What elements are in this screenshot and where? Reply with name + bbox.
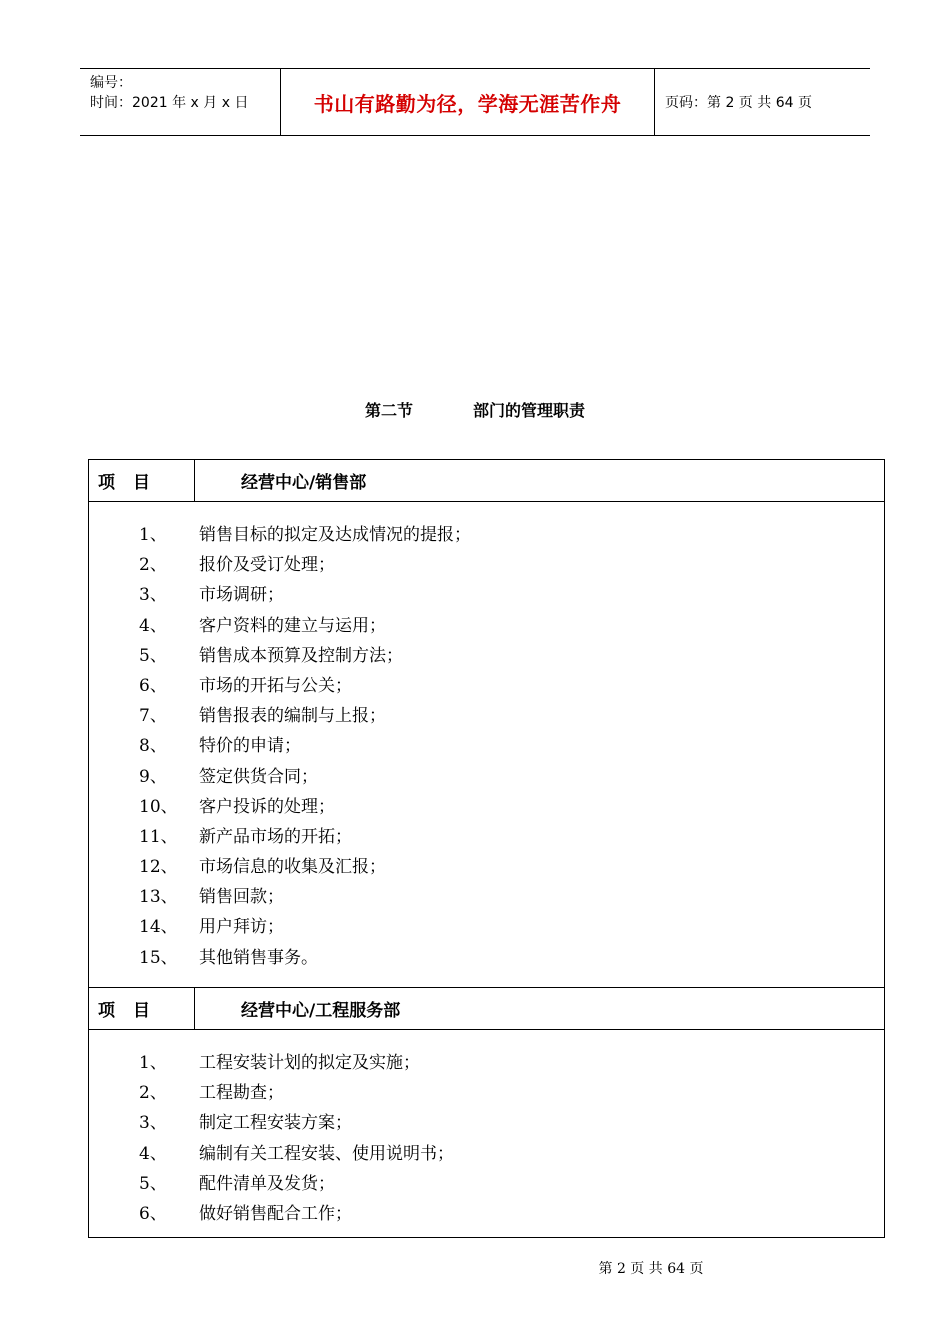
list-item: 3、 市场调研； [139,585,284,606]
item-label-char-1: 项 [98,1001,115,1021]
duties-cell [89,1030,884,1229]
item-label-char-2: 目 [133,473,150,493]
list-item: 5、 配件清单及发货； [139,1173,335,1194]
item-label-char-2: 目 [133,1001,150,1021]
list-item: 4、 客户资料的建立与运用； [139,615,386,636]
list-item: 7、 销售报表的编制与上报； [139,706,386,727]
list-item: 8、 特价的申请； [139,736,301,757]
responsibility-table [88,459,885,1238]
section-number: 第二节 [364,401,413,420]
page-header [80,68,870,136]
duty-list [89,520,884,973]
document-time-label: 时间：2021 年 x 月 x 日 [90,95,249,111]
list-item: 11、 新产品市场的开拓； [139,826,352,847]
item-label-cell [89,988,195,1029]
section-heading: 部门的管理职责 [473,401,586,420]
list-item: 1、 销售目标的拟定及达成情况的提报； [139,525,471,545]
list-item: 4、 编制有关工程安装、使用说明书； [139,1143,454,1164]
list-item: 6、 做好销售配合工作； [139,1203,352,1224]
table-header-row [89,460,884,502]
list-item: 12、 市场信息的收集及汇报； [139,857,386,878]
header-motto: 书山有路勤为径，学海无涯苦作舟 [281,69,655,135]
list-item: 13、 销售回款； [139,887,284,908]
header-page-info: 页码：第 2 页 共 64 页 [665,95,812,111]
duties-cell [89,502,884,988]
department-name: 经营中心/销售部 [241,473,367,493]
header-meta [80,69,281,135]
list-item: 2、 工程勘查； [139,1083,284,1104]
list-item: 9、 签定供货合同； [139,766,318,787]
document-number-label: 编号： [90,75,132,91]
page-footer: 第 2 页 共 64 页 [598,1261,704,1277]
list-item: 15、 其他销售事务。 [139,947,318,968]
item-label-cell [89,460,195,501]
list-item: 6、 市场的开拓与公关； [139,675,352,696]
list-item: 14、 用户拜访； [139,917,284,938]
list-item: 2、 报价及受订处理； [139,555,335,576]
section-title [0,398,950,421]
department-name: 经营中心/工程服务部 [241,1001,401,1021]
item-label-char-1: 项 [98,473,115,493]
list-item: 1、 工程安装计划的拟定及实施； [139,1053,420,1073]
list-item: 3、 制定工程安装方案； [139,1113,352,1134]
list-item: 10、 客户投诉的处理； [139,796,335,817]
table-header-row [89,988,884,1030]
duty-list [89,1048,884,1229]
list-item: 5、 销售成本预算及控制方法； [139,645,403,666]
